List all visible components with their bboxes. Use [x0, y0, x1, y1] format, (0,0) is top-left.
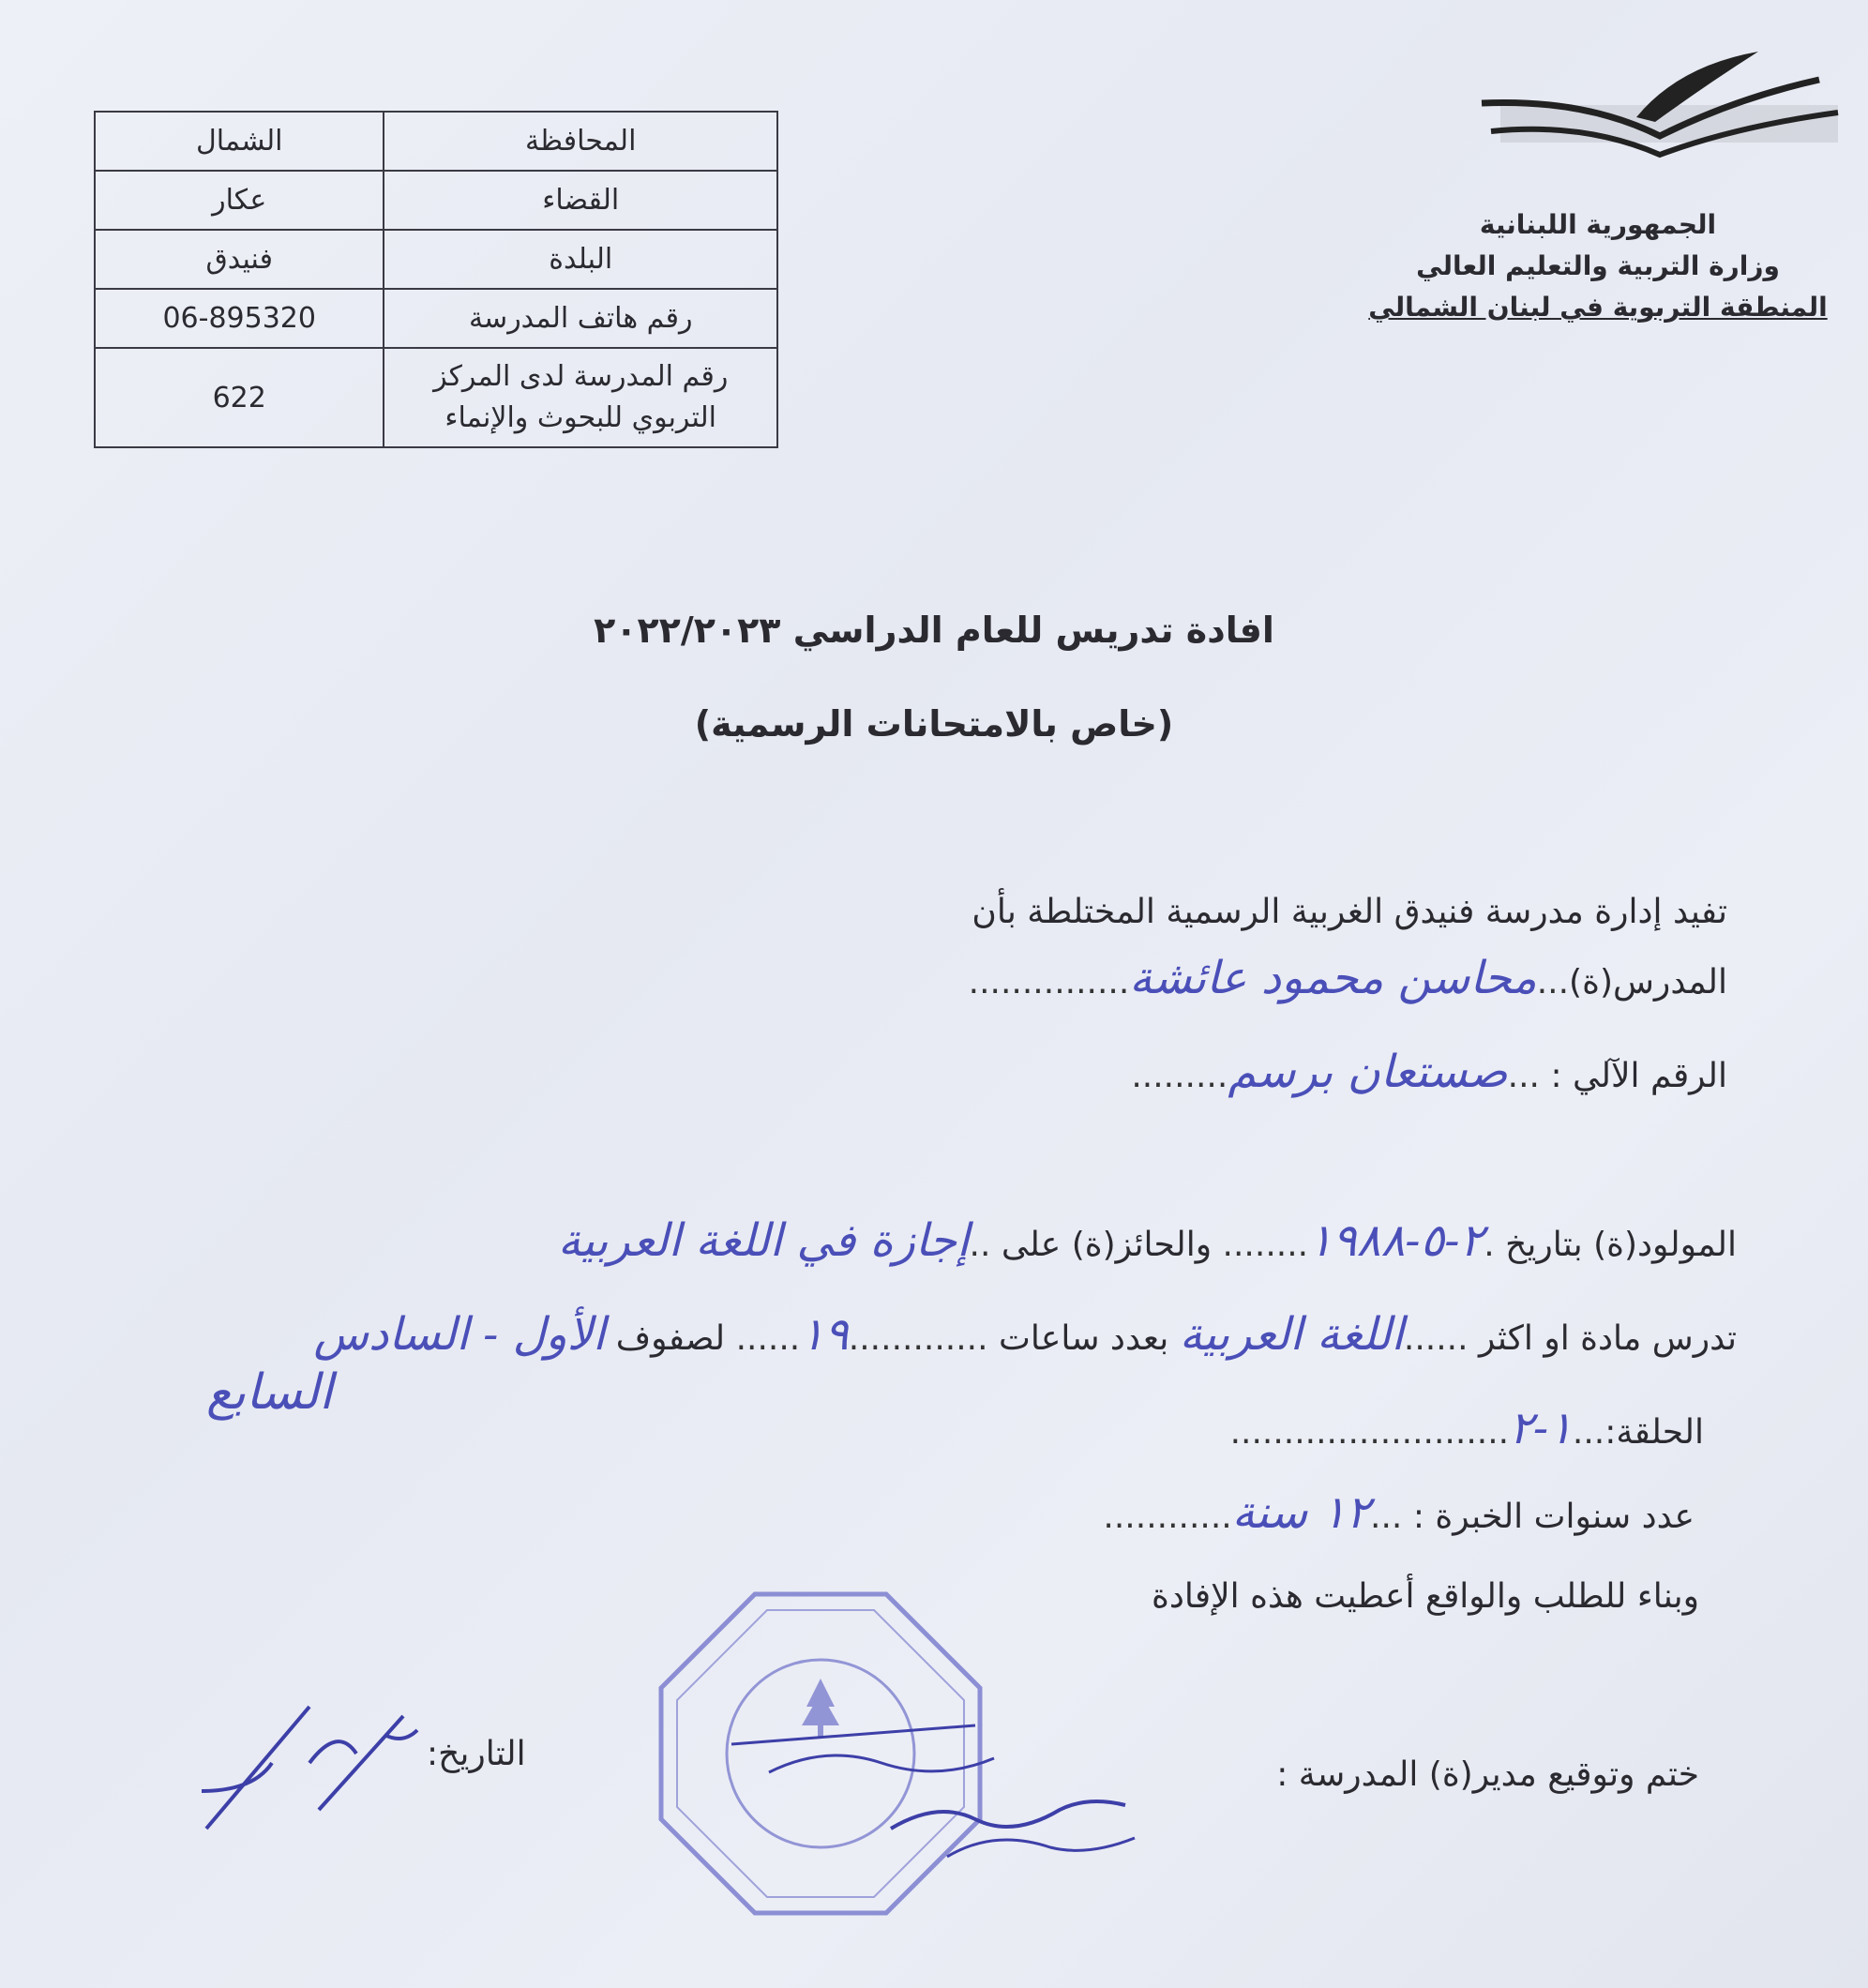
birth-date-handwritten: ٢-٥-١٩٨٨ — [1308, 1214, 1484, 1267]
cycle-handwritten: ١-٢ — [1509, 1402, 1573, 1454]
intro-text: تفيد إدارة مدرسة فنيدق الغربية الرسمية المختلطة بأن — [972, 893, 1727, 931]
teaching-line: تدرس مادة او اكثر ......اللغة العربية بعدد ساعات .............١٩...... لصفوف الأول - السادس — [313, 1308, 1737, 1361]
row-value: عكار — [95, 171, 384, 230]
table-row — [95, 171, 777, 230]
ministry-header — [1335, 204, 1860, 328]
table-row — [95, 112, 777, 171]
id-label: الرقم الآلي : — [1550, 1057, 1727, 1095]
row-label — [384, 348, 777, 447]
table-row — [95, 348, 777, 447]
classes-handwritten: الأول - السادس — [313, 1308, 606, 1361]
hours-label: بعدد ساعات — [999, 1319, 1169, 1358]
row-value: فنيدق — [95, 230, 384, 289]
stamp-signature-label: ختم وتوقيع مدير(ة) المدرسة : — [1276, 1755, 1699, 1794]
ministry-logo — [1472, 47, 1847, 178]
teacher-line: المدرس(ة)...محاسن محمود عائشة............... — [968, 952, 1727, 1004]
principal-signature — [713, 1707, 1200, 1875]
closing-line — [1152, 1574, 1699, 1620]
header-republic: الجمهورية اللبنانية — [1479, 209, 1717, 240]
classes-extra-handwritten: السابع — [206, 1364, 333, 1421]
intro-line — [972, 889, 1727, 936]
classes-label: لصفوف — [615, 1319, 726, 1358]
degree-handwritten: إجازة في اللغة العربية — [557, 1214, 970, 1267]
cycle-line: الحلقة:...١-٢.......................... — [1229, 1402, 1704, 1454]
teacher-label: المدرس(ة) — [1569, 963, 1727, 1002]
holder-label: والحائز(ة) على — [1001, 1226, 1213, 1264]
row-label: البلدة — [384, 230, 777, 289]
hours-handwritten: ١٩ — [800, 1308, 849, 1361]
experience-line: عدد سنوات الخبرة : ...١٢ سنة............ — [1103, 1486, 1695, 1539]
document-subtitle: (خاص بالامتحانات الرسمية) — [694, 703, 1174, 745]
row-label: رقم هاتف المدرسة — [384, 289, 777, 348]
school-info-table — [94, 111, 778, 448]
subject-handwritten: اللغة العربية — [1179, 1308, 1404, 1361]
born-label: المولود(ة) بتاريخ — [1505, 1226, 1737, 1264]
stamp-signature-line — [1276, 1752, 1699, 1799]
date-label: التاريخ: — [427, 1735, 526, 1773]
closing-text: وبناء للطلب والواقع أعطيت هذه الإفادة — [1152, 1577, 1699, 1616]
teacher-name-handwritten: محاسن محمود عائشة — [1129, 952, 1537, 1004]
header-ministry: وزارة التربية والتعليم العالي — [1416, 250, 1780, 281]
table-row — [95, 230, 777, 289]
table-row — [95, 289, 777, 348]
header-region: المنطقة التربوية في لبنان الشمالي — [1368, 292, 1828, 323]
birth-degree-line: المولود(ة) بتاريخ .٢-٥-١٩٨٨........ والحائز(ة) على ..إجازة في اللغة العربية — [557, 1214, 1737, 1267]
row-value: الشمال — [95, 112, 384, 171]
row-value: 622 — [95, 348, 384, 447]
row-value: 06-895320 — [95, 289, 384, 348]
row-label-line: رقم المدرسة لدى المركز — [433, 360, 729, 393]
row-label: المحافظة — [384, 112, 777, 171]
document-title: افادة تدريس للعام الدراسي ٢٠٢٢/٢٠٢٣ — [594, 610, 1274, 651]
experience-label: عدد سنوات الخبرة : — [1412, 1498, 1695, 1536]
row-label-line: التربوي للبحوث والإنماء — [444, 401, 717, 434]
id-line: الرقم الآلي : ...صستعان برسم......... — [1131, 1046, 1727, 1098]
date-signature — [197, 1650, 422, 1838]
id-value-handwritten: صستعان برسم — [1228, 1046, 1508, 1098]
teaches-label: تدرس مادة او اكثر — [1479, 1319, 1737, 1358]
row-label: القضاء — [384, 171, 777, 230]
experience-handwritten: ١٢ سنة — [1231, 1486, 1371, 1539]
cycle-label: الحلقة: — [1604, 1413, 1704, 1452]
